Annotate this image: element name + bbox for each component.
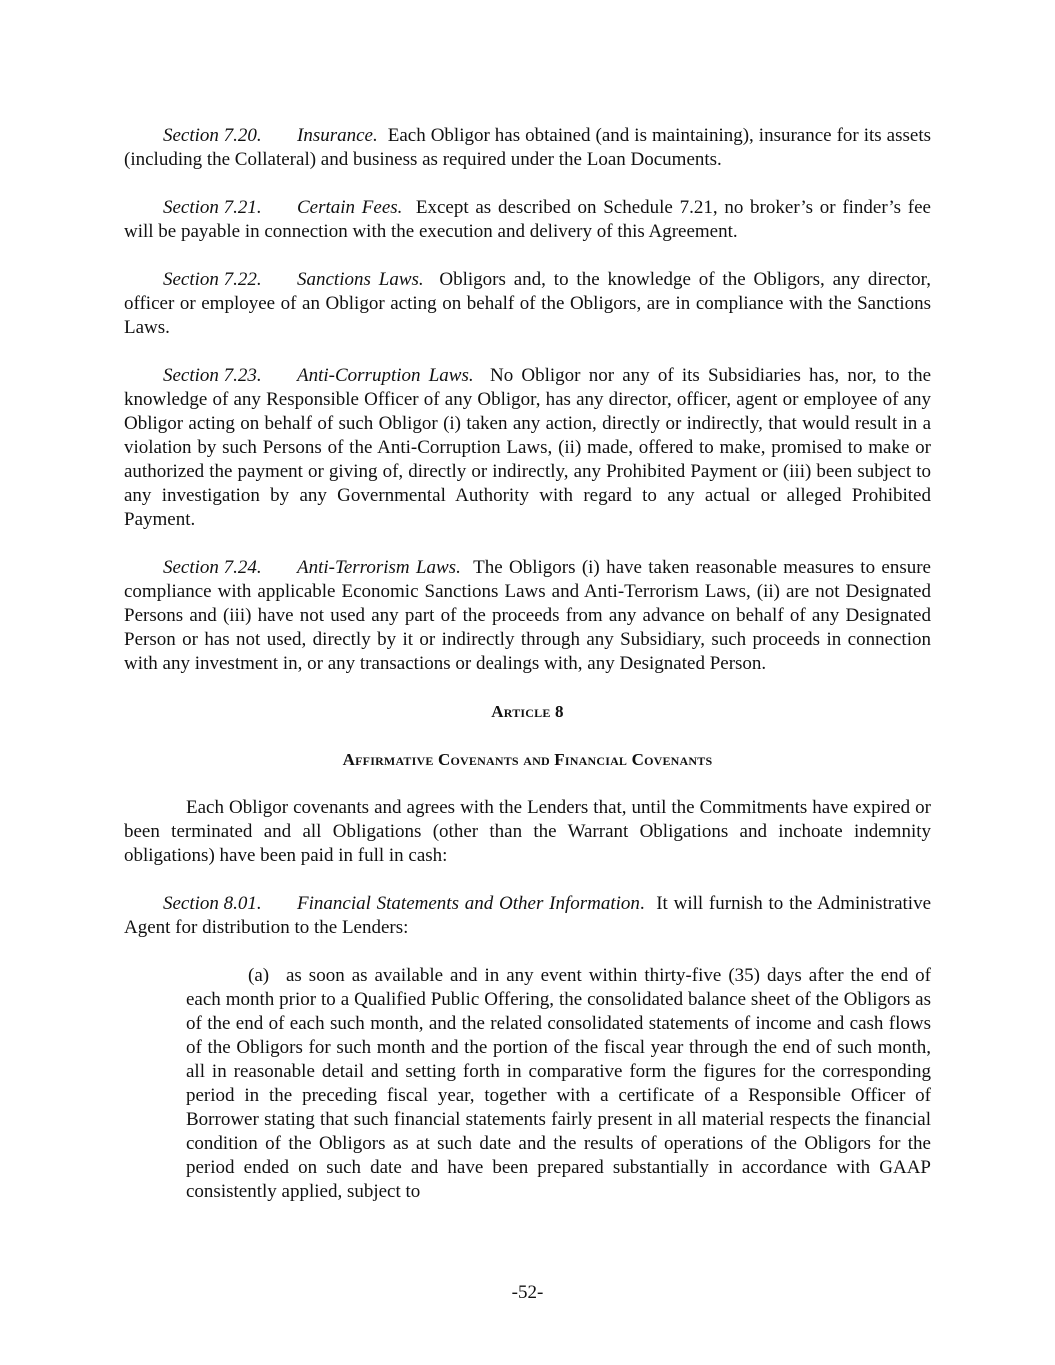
page-number: -52- (511, 1282, 544, 1303)
article-subheading: Affirmative Covenants and Financial Covenants (342, 750, 713, 769)
section-7-21 (124, 196, 931, 244)
section-title: Financial Statements and Other Information (297, 893, 640, 914)
document-page (124, 124, 931, 1204)
item-label: (a) (248, 965, 270, 986)
article-heading: Article 8 (491, 702, 564, 721)
section-body: Except as described on Schedule 7.21, no broker’s or finder’s fee will be payable in connection with the execution and delivery of this Agreement. (124, 197, 931, 242)
section-number: Section 7.21. (163, 197, 262, 218)
section-title: Anti-Corruption Laws. (297, 365, 474, 386)
section-8-01 (124, 892, 931, 940)
section-7-24 (124, 556, 931, 676)
section-body: The Obligors (i) have taken reasonable measures to ensure compliance with applicable Economic Sanctions Laws and Anti-Terrorism Laws, (ii) are not Designated Persons and (iii) have not used any part of the proceeds from any advance on behalf of any Designated Person or has not used, directly by it or indirectly through any Subsidiary, such proceeds in connection with any investment in, or any transactions or dealings with, any Designated Person. (124, 557, 931, 674)
section-body: Each Obligor has obtained (and is maintaining), insurance for its assets (including the Collateral) and business as required under the Loan Documents. (124, 125, 932, 170)
section-title: Certain Fees. (297, 197, 403, 218)
section-title: Anti-Terrorism Laws. (297, 557, 461, 578)
list-item-a (186, 964, 931, 1204)
section-number: Section 7.24. (163, 557, 262, 578)
section-number: Section 7.23. (163, 365, 262, 386)
section-title: Sanctions Laws. (297, 269, 424, 290)
section-7-22 (124, 268, 931, 340)
section-7-23 (124, 364, 931, 532)
section-number: Section 7.22. (163, 269, 262, 290)
section-number: Section 8.01. (163, 893, 262, 914)
section-title: Insurance. (297, 125, 378, 146)
section-body: No Obligor nor any of its Subsidiaries has, nor, to the knowledge of any Responsible Officer of any Obligor, has any director, officer, agent or employee of any Obligor acting on behalf of such Obligor (i) taken any action, directly or indirectly, that would result in a violation by such Persons of the Anti-Corruption Laws, (ii) made, offered to make, promised to make or authorized the payment or giving of, directly or indirectly, any Prohibited Payment or (iii) been subject to any investigation by any Governmental Authority with regard to any actual or alleged Prohibited Payment. (124, 365, 932, 530)
section-body: It will furnish to the Administrative Agent for distribution to the Lenders: (124, 893, 932, 938)
item-body: as soon as available and in any event within thirty-five (35) days after the end of each month prior to a Qualified Public Offering, the consolidated balance sheet of the Obligors as of the end of each such month, and the related consolidated statements of income and cash flows of the Obligors for such month and the portion of the fiscal year through the end of such month, all in reasonable detail and setting forth in comparative form the figures for the corresponding period in the preceding fiscal year, together with a certificate of a Responsible Officer of Borrower stating that such financial statements fairly present in all material respects the financial condition of the Obligors as at such date and the results of operations of the Obligors for the period ended on such date and have been prepared substantially in accordance with GAAP consistently applied, subject to (186, 965, 931, 1202)
section-title-punct: . (639, 893, 645, 914)
section-number: Section 7.20. (163, 125, 262, 146)
article-intro: Each Obligor covenants and agrees with the Lenders that, until the Commitments have expired or been terminated and all Obligations (other than the Warrant Obligations and inchoate indemnity obligations) have been paid in full in cash: (124, 797, 931, 866)
section-body: Obligors and, to the knowledge of the Obligors, any director, officer or employee of an Obligor acting on behalf of the Obligors, are in compliance with the Sanctions Laws. (124, 269, 931, 338)
section-7-20 (124, 124, 931, 172)
